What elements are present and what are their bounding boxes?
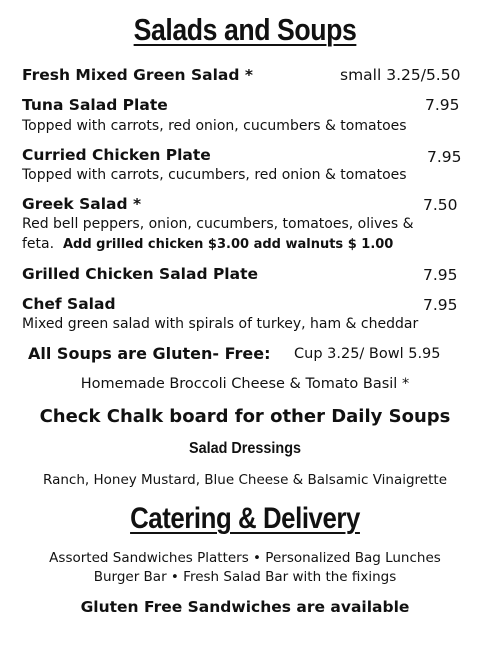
- item-name-greek-salad: Greek Salad *: [22, 195, 142, 213]
- catering-line2: Burger Bar • Fresh Salad Bar with the fixings: [93, 569, 397, 585]
- item-price-curried-chicken-plate: 7.95: [427, 148, 462, 166]
- item-price-chef-salad: 7.95: [423, 296, 458, 314]
- dressings-heading: Salad Dressings: [188, 440, 302, 457]
- item-price-fresh-mixed-green-salad: small 3.25/5.50: [340, 66, 461, 84]
- soups-chalkboard: Check Chalk board for other Daily Soups: [39, 406, 451, 427]
- item-desc-greek-salad: Red bell peppers, onion, cucumbers, tomatoes, olives &: [22, 216, 414, 232]
- catering-line1: Assorted Sandwiches Platters • Personalized Bag Lunches: [49, 550, 441, 566]
- item-price-tuna-salad-plate: 7.95: [425, 96, 460, 114]
- dressings-list: Ranch, Honey Mustard, Blue Cheese & Balsamic Vinaigrette: [43, 472, 447, 488]
- soups-homemade: Homemade Broccoli Cheese & Tomato Basil *: [80, 376, 410, 392]
- item-name-chef-salad: Chef Salad: [22, 295, 116, 313]
- item-desc-tuna-salad-plate: Topped with carrots, red onion, cucumbers & tomatoes: [22, 118, 407, 134]
- item-price-greek-salad: 7.50: [423, 196, 458, 214]
- item-name-grilled-chicken-salad-plate: Grilled Chicken Salad Plate: [22, 265, 258, 283]
- soups-price: Cup 3.25/ Bowl 5.95: [294, 346, 441, 362]
- item-name-curried-chicken-plate: Curried Chicken Plate: [22, 146, 211, 164]
- item-desc-chef-salad: Mixed green salad with spirals of turkey, ham & cheddar: [22, 316, 419, 332]
- item-addon-greek-salad: Add grilled chicken $3.00 add walnuts $ 1.00: [62, 237, 394, 252]
- page-title: Salads and Soups: [133, 12, 357, 47]
- item-name-fresh-mixed-green-salad: Fresh Mixed Green Salad *: [22, 66, 253, 84]
- item-name-tuna-salad-plate: Tuna Salad Plate: [22, 96, 168, 114]
- item-desc-curried-chicken-plate: Topped with carrots, cucumbers, red onion & tomatoes: [22, 167, 407, 183]
- soups-label: All Soups are Gluten- Free:: [28, 344, 271, 363]
- item-desc2-greek-salad: feta.: [22, 236, 55, 252]
- item-desc-greek-salad-line2: [22, 236, 393, 252]
- item-price-grilled-chicken-salad-plate: 7.95: [423, 266, 458, 284]
- catering-title: Catering & Delivery: [130, 502, 360, 535]
- gluten-free-sandwiches: Gluten Free Sandwiches are available: [80, 598, 410, 616]
